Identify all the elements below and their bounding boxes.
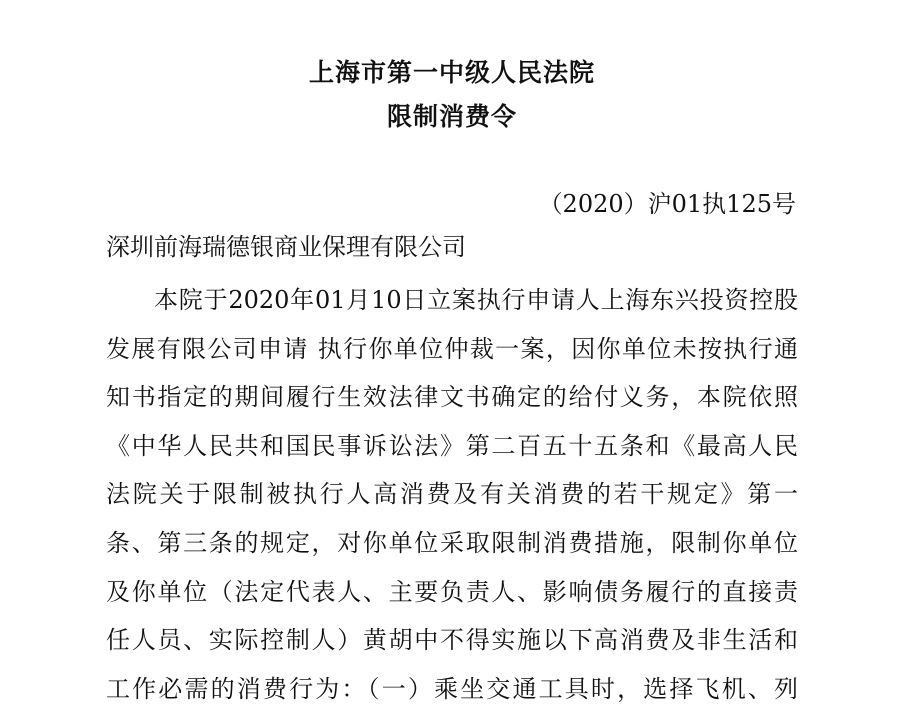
body-line: 《中华人民共和国民事诉讼法》第二百五十五条和《最高人民 (106, 431, 798, 460)
body-line: 知书指定的期间履行生效法律文书确定的给付义务，本院依照 (106, 383, 798, 412)
body-line: 及你单位（法定代表人、主要负责人、影响债务履行的直接责 (106, 577, 798, 606)
body-line: 法院关于限制被执行人高消费及有关消费的若干规定》第一 (106, 480, 798, 509)
body-line: 发展有限公司申请 执行你单位仲裁一案，因你单位未按执行通 (106, 334, 798, 363)
case-number: （2020）沪01执125号 (538, 190, 796, 218)
body-line: 任人员、实际控制人）黄胡中不得实施以下高消费及非生活和 (106, 626, 798, 655)
document-title: 限制消费令 (386, 102, 517, 131)
body-line: 条、第三条的规定，对你单位采取限制消费措施，限制你单位 (106, 528, 798, 557)
body-paragraph (106, 278, 798, 715)
court-name-heading: 上海市第一中级人民法院 (308, 58, 595, 87)
body-line: 本院于2020年01月10日立案执行申请人上海东兴投资控股 (154, 286, 798, 314)
body-line: 工作必需的消费行为：（一）乘坐交通工具时，选择飞机、列 (106, 674, 798, 703)
addressee: 深圳前海瑞德银商业保理有限公司 (106, 233, 466, 261)
